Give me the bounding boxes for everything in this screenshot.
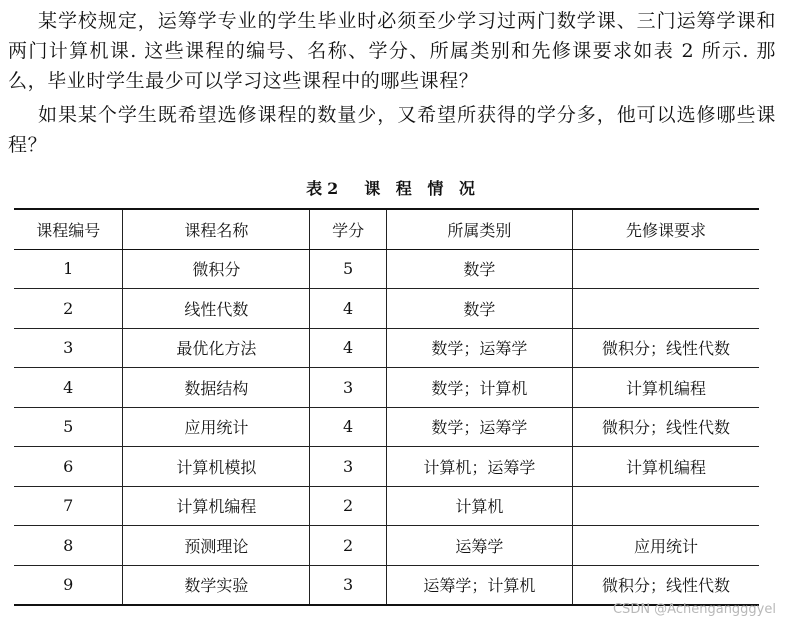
cell-prerequisites: 计算机编程 (572, 368, 759, 408)
course-table (14, 208, 759, 606)
cell-course-id: 9 (14, 565, 123, 605)
cell-course-name: 预测理论 (123, 526, 310, 566)
cell-course-name: 数学实验 (123, 565, 310, 605)
cell-course-name: 计算机编程 (123, 486, 310, 526)
cell-course-id: 7 (14, 486, 123, 526)
cell-course-name: 数据结构 (123, 368, 310, 408)
table-row (14, 565, 759, 605)
table-row (14, 407, 759, 447)
cell-category: 运筹学 (386, 526, 572, 566)
cell-credits: 3 (310, 368, 387, 408)
header-course-id: 课程编号 (14, 209, 123, 249)
cell-category: 数学；运筹学 (386, 328, 572, 368)
cell-course-id: 5 (14, 407, 123, 447)
cell-prerequisites: 应用统计 (572, 526, 759, 566)
cell-course-id: 3 (14, 328, 123, 368)
cell-prerequisites: 微积分；线性代数 (572, 565, 759, 605)
cell-prerequisites (572, 486, 759, 526)
table-row (14, 486, 759, 526)
cell-course-id: 2 (14, 289, 123, 329)
cell-category: 计算机 (386, 486, 572, 526)
cell-prerequisites (572, 249, 759, 289)
cell-course-id: 4 (14, 368, 123, 408)
cell-prerequisites: 微积分；线性代数 (572, 328, 759, 368)
cell-category: 计算机；运筹学 (386, 447, 572, 487)
table-body (14, 249, 759, 605)
cell-course-id: 6 (14, 447, 123, 487)
cell-credits: 5 (310, 249, 387, 289)
table-row (14, 289, 759, 329)
cell-category: 数学 (386, 289, 572, 329)
cell-prerequisites (572, 289, 759, 329)
cell-category: 数学；运筹学 (386, 407, 572, 447)
table-row (14, 328, 759, 368)
watermark: CSDN @Achengangggyel (612, 602, 776, 617)
cell-course-name: 应用统计 (123, 407, 310, 447)
cell-course-id: 1 (14, 249, 123, 289)
cell-course-name: 微积分 (123, 249, 310, 289)
cell-credits: 2 (310, 526, 387, 566)
cell-category: 数学；计算机 (386, 368, 572, 408)
table-row (14, 447, 759, 487)
cell-credits: 4 (310, 328, 387, 368)
table-row (14, 368, 759, 408)
header-prerequisites: 先修课要求 (572, 209, 759, 249)
header-category: 所属类别 (386, 209, 572, 249)
cell-course-name: 线性代数 (123, 289, 310, 329)
cell-prerequisites: 计算机编程 (572, 447, 759, 487)
header-credits: 学分 (310, 209, 387, 249)
header-course-name: 课程名称 (123, 209, 310, 249)
cell-category: 运筹学；计算机 (386, 565, 572, 605)
cell-course-name: 计算机模拟 (123, 447, 310, 487)
table-row (14, 249, 759, 289)
cell-course-name: 最优化方法 (123, 328, 310, 368)
cell-credits: 4 (310, 289, 387, 329)
cell-credits: 2 (310, 486, 387, 526)
cell-credits: 3 (310, 565, 387, 605)
table-row (14, 526, 759, 566)
cell-category: 数学 (386, 249, 572, 289)
problem-paragraph-1: 某学校规定，运筹学专业的学生毕业时必须至少学习过两门数学课、三门运筹学课和两门计算机课. 这些课程的编号、名称、学分、所属类别和先修课要求如表 2 所示. 那么，毕业时学生最少可以学习这些课程中的哪些课程？ (8, 10, 776, 92)
table-caption: 表2 课 程 情 况 (306, 179, 480, 198)
cell-credits: 3 (310, 447, 387, 487)
problem-paragraph-2: 如果某个学生既希望选修课程的数量少，又希望所获得的学分多，他可以选修哪些课程？ (8, 104, 776, 156)
cell-credits: 4 (310, 407, 387, 447)
table-header-row (14, 209, 759, 249)
cell-prerequisites: 微积分；线性代数 (572, 407, 759, 447)
cell-course-id: 8 (14, 526, 123, 566)
